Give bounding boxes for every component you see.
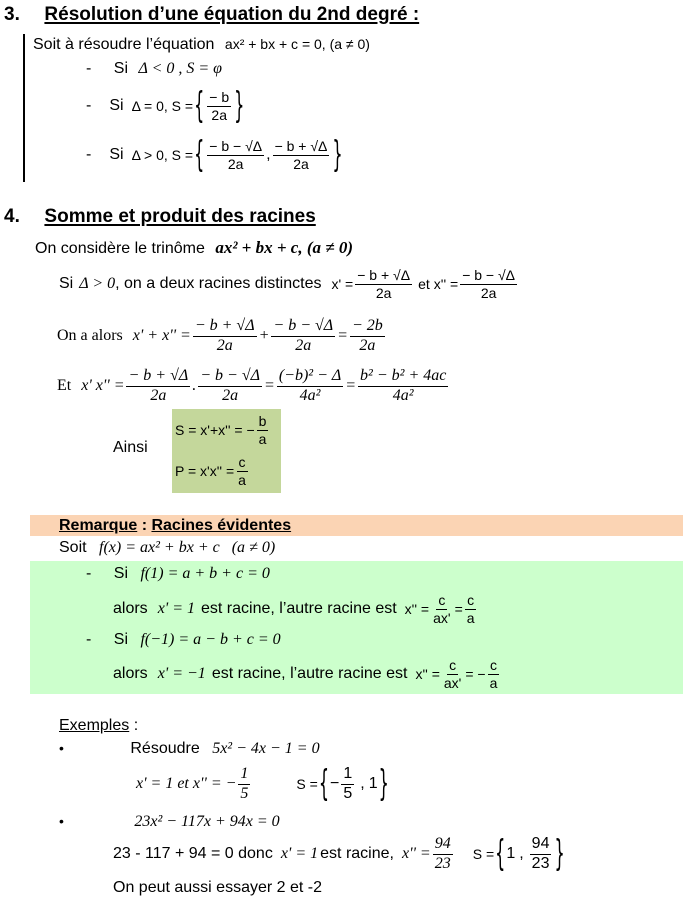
x2-label: x'' =	[415, 666, 440, 682]
sum-lhs: S = x'+x'' = −	[175, 422, 255, 438]
separator: ,	[519, 845, 524, 862]
equals: =	[454, 601, 463, 617]
fraction: $\frac{1}{5}$	[343, 764, 353, 802]
case-delta-zero: - Si Δ = 0, S = { $\frac{- b}{2a}$ }	[86, 84, 245, 126]
dash: -	[86, 565, 92, 582]
example2-line	[59, 814, 280, 830]
product-formula	[175, 452, 250, 490]
root-text: est racine, l’autre racine est	[211, 665, 408, 682]
fraction: $\frac{1}{5}$	[240, 764, 249, 802]
example-note: On peut aussi essayer 2 et -2	[113, 879, 322, 896]
roots-line	[59, 263, 519, 305]
fraction: $\frac{\text{b² − b² + 4ac}}{\text{4a²}}$	[360, 366, 447, 404]
separator: ,	[360, 775, 365, 792]
section4-title: Somme et produit des racines	[44, 206, 316, 227]
fraction: $\frac{- b - √\Delta}{2a}$	[209, 137, 263, 172]
alors-label: alors	[113, 665, 148, 682]
condition: f(1) = a + b + c = 0	[140, 565, 270, 582]
minus: −	[330, 775, 340, 792]
remarque-case1-cond	[86, 566, 270, 582]
section3-intro: Soit à résoudre l’équation	[33, 36, 215, 53]
equals: =	[337, 327, 348, 344]
remarque-title: Racines évidentes	[151, 517, 292, 534]
fraction: $\frac{- b + √\Delta}{2a}$	[128, 366, 189, 404]
fraction: $\frac{c}{ax'}$	[433, 591, 451, 626]
fraction: $\frac{- b - √\Delta}{2a}$	[273, 316, 334, 354]
on-a-alors: On a alors	[57, 327, 123, 344]
solution-set-label: S =	[472, 846, 495, 862]
section3-intro-line	[33, 37, 370, 53]
fraction: $\frac{- b}{2a}$	[209, 88, 230, 123]
condition: Δ > 0, S =	[131, 147, 194, 163]
dash: -	[86, 60, 92, 77]
product-lhs: P = x'x'' =	[175, 463, 235, 479]
remarque-colon: :	[137, 517, 152, 534]
condition: f(−1) = a − b + c = 0	[140, 631, 281, 648]
dash: -	[86, 146, 92, 163]
root: x' = 1	[280, 845, 319, 862]
fraction: $\frac{b}{a}$	[258, 412, 267, 447]
remarque-heading	[59, 518, 291, 534]
x2-label: x'' =	[404, 601, 430, 617]
equals: = −	[465, 666, 486, 682]
x2-label: x'' =	[433, 276, 459, 292]
exemples-heading	[59, 718, 138, 734]
root-one: 1	[368, 775, 378, 792]
soit-label: Soit	[59, 539, 87, 556]
sum-derivation	[57, 313, 387, 359]
example1-equation: 5x² − 4x − 1 = 0	[212, 740, 320, 757]
si-label: Si	[109, 146, 124, 163]
example2-solution: 23 - 117 + 94 = 0 donc x' = 1 est racine, x'' = $\frac{94}{23}$ S = { 1 , $\frac{94}{23}$ }	[113, 832, 565, 874]
sum-lhs: x' + x'' =	[132, 327, 191, 344]
fraction: $\frac{- b - √\Delta}{2a}$	[462, 266, 516, 301]
et-label: Et	[57, 377, 72, 394]
root: x' = −1	[157, 665, 206, 682]
et-label: et	[418, 276, 430, 292]
resoudre-label: Résoudre	[130, 740, 200, 757]
si-label: Si	[113, 565, 129, 582]
fraction: $\frac{c}{a}$	[466, 591, 475, 626]
fraction: $\frac{- b + √\Delta}{2a}$	[357, 266, 411, 301]
remarque-soit-line	[59, 540, 275, 556]
root-one: 1	[506, 845, 516, 862]
dash: -	[86, 97, 92, 114]
exemples-colon: :	[129, 717, 139, 734]
remarque-label: Remarque	[59, 517, 138, 534]
fraction: $\frac{94}{23}$	[434, 834, 451, 872]
trinome: ax² + bx + c, (a ≠ 0)	[215, 238, 353, 257]
remarque-case2-cond	[86, 632, 281, 648]
root-text: est racine,	[320, 845, 394, 862]
condition: Δ < 0 , S = φ	[138, 60, 223, 77]
solution-set-label: S =	[296, 776, 318, 792]
alors-label: alors	[113, 600, 148, 617]
function-def: f(x) = ax² + bx + c (a ≠ 0)	[99, 539, 276, 556]
fraction: $\frac{c}{a}$	[489, 656, 498, 691]
remarque-case1-result	[113, 589, 479, 629]
ainsi-label: Ainsi	[113, 439, 148, 456]
section4-number: 4.	[4, 206, 20, 227]
equals: =	[264, 377, 275, 394]
si-label: Si	[109, 97, 124, 114]
dot: .	[192, 377, 197, 394]
section3-title: Résolution d’une équation du 2nd degré :	[44, 4, 420, 25]
case-delta-positive: - Si Δ > 0, S = { $\frac{- b - √\Delta}{2a}$ , $\frac{- b + √\Delta}{2a}$ }	[86, 133, 343, 175]
product-lhs: x' x'' =	[81, 377, 125, 394]
section4-intro: On considère le trinôme	[35, 240, 205, 257]
fraction: $\frac{c}{ax'}$	[443, 656, 462, 691]
equals: =	[345, 377, 357, 394]
fraction: $\frac{- b - √\Delta}{2a}$	[200, 366, 261, 404]
bullet: •	[59, 813, 64, 829]
root-text: est racine, l’autre racine est	[201, 600, 397, 617]
example1-line	[59, 741, 320, 757]
fraction: $\frac{- b + √\Delta}{2a}$	[194, 316, 255, 354]
section3-heading	[4, 5, 419, 24]
exemples-title: Exemples	[59, 717, 130, 734]
fraction: $\frac{- b + √\Delta}{2a}$	[274, 137, 328, 172]
condition: Δ > 0	[79, 275, 116, 292]
example2-calc: 23 - 117 + 94 = 0 donc	[113, 845, 273, 862]
fraction: $\frac{\text{(−b)² − Δ}}{\text{4a²}}$	[278, 366, 342, 404]
section4-intro-line	[35, 239, 353, 257]
case-delta-negative	[86, 61, 222, 77]
x2-label: x'' =	[401, 845, 431, 862]
sum-formula	[175, 411, 270, 449]
si-label: Si	[113, 631, 129, 648]
root: x' = 1	[157, 600, 196, 617]
remarque-case2-result	[113, 654, 501, 694]
fraction: $\frac{- 2b}{2a}$	[351, 316, 383, 354]
plus: +	[258, 327, 270, 344]
dash: -	[86, 631, 92, 648]
bullet: •	[59, 740, 64, 756]
product-derivation	[57, 362, 450, 410]
roots-text: , on a deux racines distinctes	[115, 275, 322, 292]
example2-equation: 23x² − 117x + 94x = 0	[134, 813, 280, 830]
section3-left-border	[23, 34, 25, 182]
section4-heading	[4, 207, 316, 226]
fraction: $\frac{c}{a}$	[238, 453, 246, 488]
example1-solution: x' = 1 et x'' = − $\frac{1}{5}$ S = { − $\frac{1}{5}$ , 1 }	[136, 762, 389, 804]
fraction: $\frac{94}{23}$	[531, 834, 550, 872]
section3-number: 3.	[4, 4, 20, 25]
si-label: Si	[59, 275, 74, 292]
example1-roots: x' = 1 et x'' = −	[136, 775, 237, 792]
si-label: Si	[113, 60, 129, 77]
x1-label: x' =	[331, 276, 354, 292]
section3-equation: ax² + bx + c = 0, (a ≠ 0)	[224, 36, 370, 52]
condition: Δ = 0, S =	[131, 98, 194, 114]
